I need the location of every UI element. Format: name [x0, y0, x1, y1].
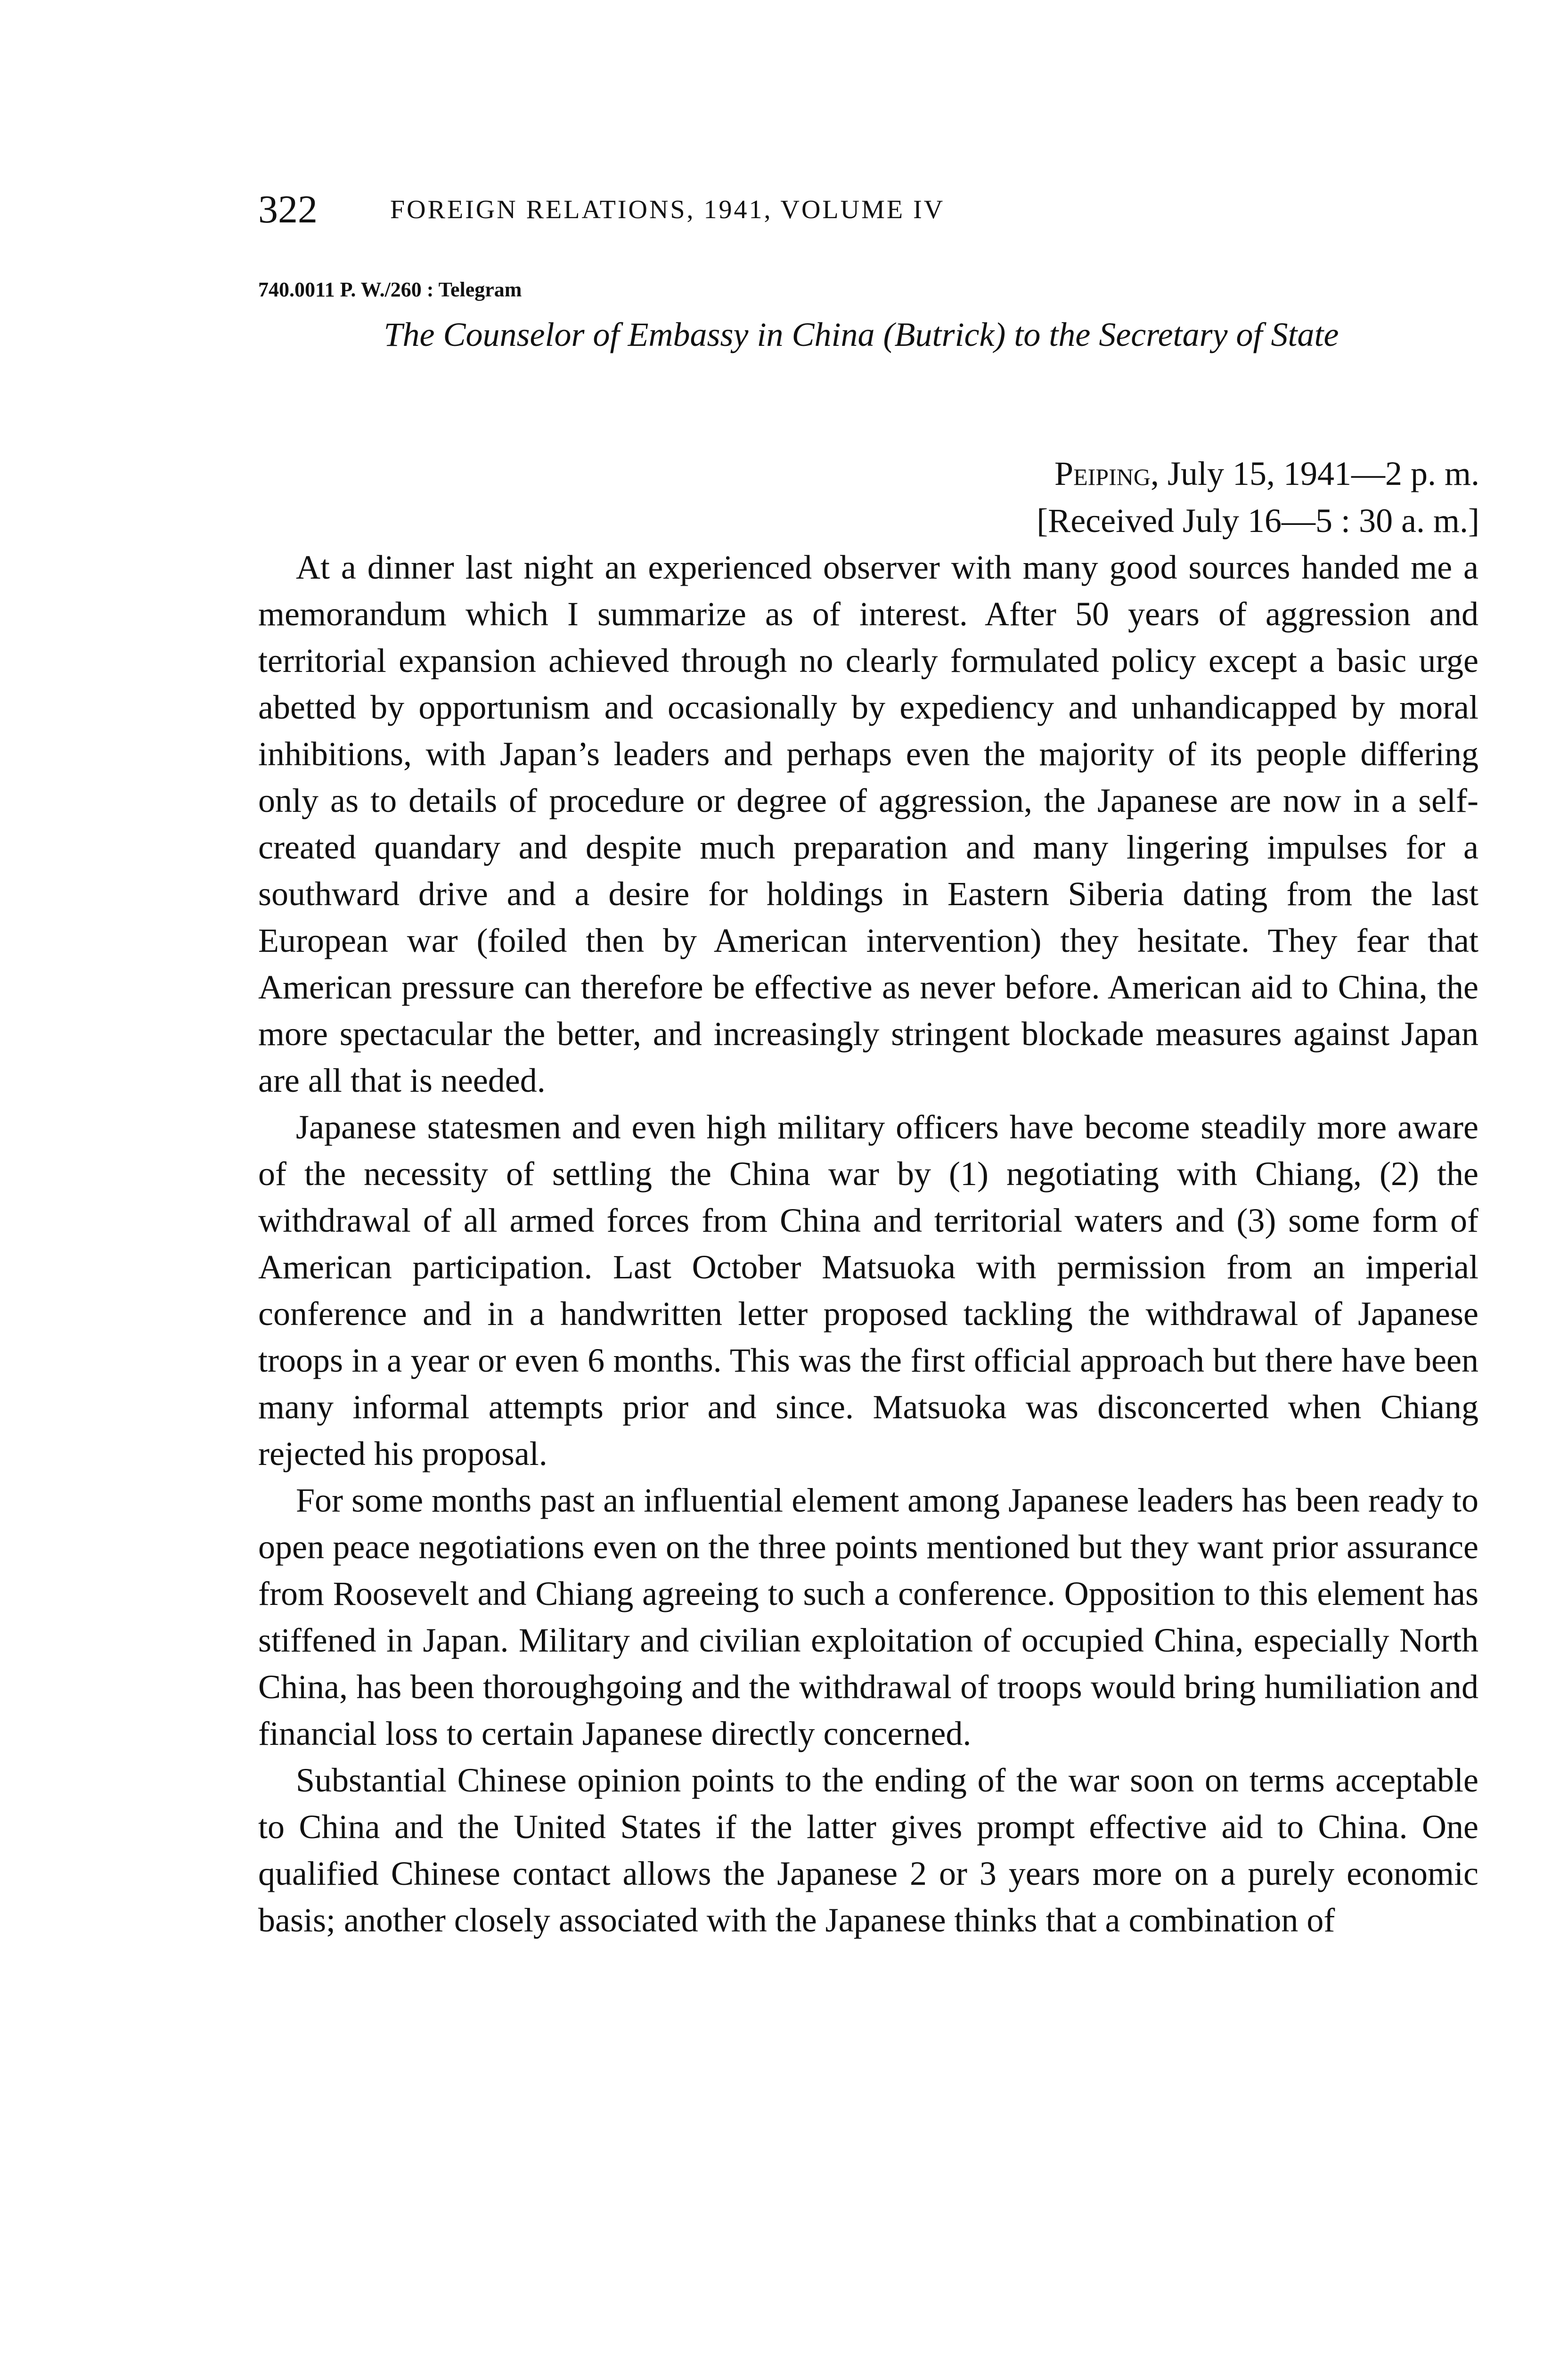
- document-title: The Counselor of Embassy in China (Butrick) to the Secretary of State: [384, 316, 1339, 353]
- dateline-sent: [886, 450, 1479, 497]
- paragraph: At a dinner last night an experienced observer with many good sources handed me a memorandum which I summarize as of interest. After 50 years of aggression and territorial expansion achieved through no clearly formulated policy except a basic urge abetted by opportunism and occasionally by expediency and unhandicapped by moral inhibitions, with Japan’s leaders and perhaps even the majority of its people differing only as to details of procedure or degree of aggression, the Japanese are now in a self-created quandary and despite much preparation and many lingering impulses for a southward drive and a desire for holdings in Eastern Siberia dating from the last European war (foiled then by American intervention) they hesitate. They fear that American pressure can therefore be effective as never before. American aid to China, the more spectacular the better, and increasingly stringent blockade measures against Japan are all that is needed.: [258, 548, 1478, 1099]
- paragraph: For some months past an influential element among Japanese leaders has been ready to open peace negotiations even on the three points mentioned but they want prior assurance from Roosevelt and Chiang agreeing to such a conference. Opposition to this element has stiffened in Japan. Military and civilian exploitation of occupied China, especially North China, has been thoroughgoing and the withdrawal of troops would bring humiliation and financial loss to certain Japanese directly concerned.: [258, 1481, 1478, 1752]
- file-reference: 740.0011 P. W./260 : Telegram: [258, 278, 522, 301]
- paragraph: Japanese statesmen and even high military officers have become steadily more aware of the necessity of settling the China war by (1) negotiating with Chiang, (2) the withdrawal of all armed forces from China and territorial waters and (3) some form of American participation. Last October Matsuoka with permission from an imperial conference and in a handwritten letter proposed tackling the withdrawal of Japanese troops in a year or even 6 months. This was the first official approach but there have been many informal attempts prior and since. Matsuoka was disconcerted when Chiang rejected his proposal.: [258, 1108, 1478, 1472]
- running-head: FOREIGN RELATIONS, 1941, VOLUME IV: [390, 195, 945, 224]
- page-header: [258, 186, 1295, 233]
- dateline-received: [Received July 16—5 : 30 a. m.]: [1037, 502, 1479, 540]
- dateline-place: Peiping: [1054, 455, 1151, 492]
- dateline-date: , July 15, 1941—2 p. m.: [1150, 455, 1479, 492]
- telegram-body: [258, 544, 1478, 1944]
- page-number: 322: [258, 188, 318, 231]
- dateline: [886, 450, 1479, 544]
- paragraph: Substantial Chinese opinion points to the ending of the war soon on terms acceptable to China and the United States if the latter gives prompt effective aid to China. One qualified Chinese contact allows the Japanese 2 or 3 years more on a purely economic basis; another closely associated with the Japanese thinks that a combination of: [258, 1761, 1478, 1939]
